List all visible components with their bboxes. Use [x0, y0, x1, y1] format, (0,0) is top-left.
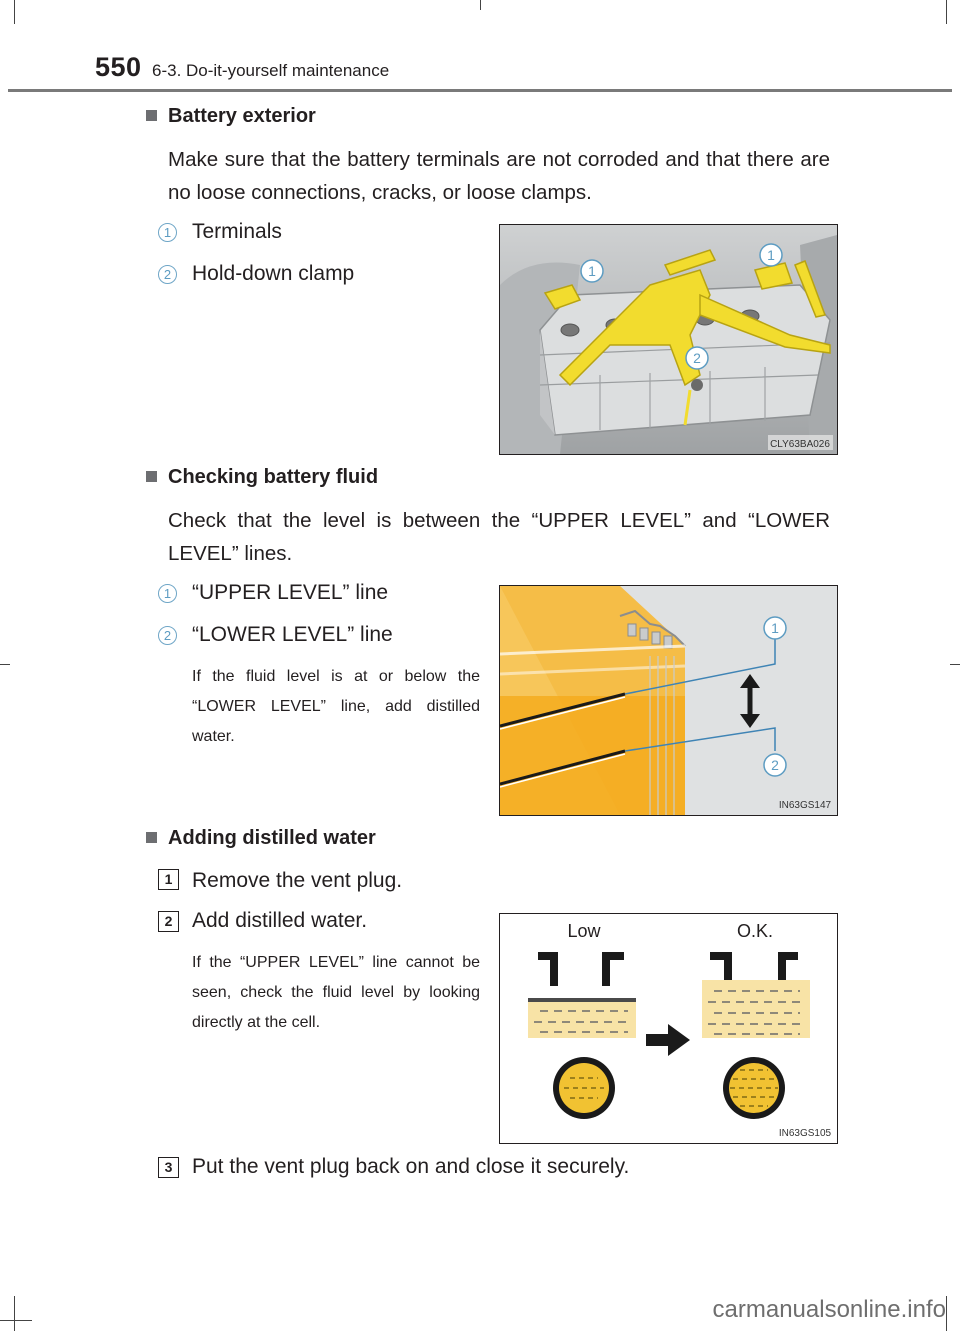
square-bullet-icon: [146, 471, 157, 482]
figure-callout-2: [764, 754, 786, 776]
vent-plug-illustration: [500, 914, 837, 1143]
crop-mark: [946, 1296, 947, 1331]
crop-mark: [946, 0, 947, 24]
fluid-level-illustration: [500, 586, 837, 815]
figure-callout-2: [686, 347, 708, 369]
battery-exterior-text: Make sure that the battery terminals are not corroded and that there are no loose connections, cracks, or loose clamps.: [168, 148, 830, 204]
battery-exterior-heading: [146, 105, 316, 128]
page-number: 550: [95, 52, 142, 82]
svg-text:1: 1: [767, 247, 775, 263]
fluid-level-figure: [499, 585, 838, 816]
svg-text:1: 1: [771, 620, 779, 636]
section-title: 6-3. Do-it-yourself maintenance: [152, 61, 390, 80]
figure-callout-1b: [760, 244, 782, 266]
item-lower-level-line: “LOWER LEVEL” line: [192, 623, 393, 646]
svg-text:2: 2: [693, 350, 701, 366]
figure-code: CLY63BA026: [770, 439, 830, 450]
battery-exterior-figure: [499, 224, 838, 455]
crop-mark: [0, 1320, 32, 1321]
figure-callout-1a: [581, 260, 603, 282]
figure-code: IN63GS105: [778, 1128, 832, 1139]
label-ok: O.K.: [736, 921, 774, 941]
square-bullet-icon: [146, 832, 157, 843]
heading-text: Adding distilled water: [168, 827, 376, 849]
callout-1-marker: 1: [158, 584, 177, 603]
battery-fluid-heading: [146, 466, 378, 489]
svg-text:2: 2: [771, 757, 779, 773]
step-3-badge: 3: [158, 1157, 179, 1178]
crop-mark: [480, 0, 481, 10]
distilled-water-note: If the “UPPER LEVEL” line cannot be seen, check the fluid level by looking directly at the cell.: [192, 954, 480, 1031]
square-bullet-icon: [146, 110, 157, 121]
figure-callout-1: [764, 617, 786, 639]
callout-2-marker: 2: [158, 626, 177, 645]
step-add-distilled-water: Add distilled water.: [192, 909, 368, 932]
header-rule: [8, 89, 952, 92]
battery-fluid-note: If the fluid level is at or below the “LOWER LEVEL” line, add distilled water.: [192, 668, 480, 745]
heading-text: Battery exterior: [168, 105, 316, 127]
battery-fluid-text: Check that the level is between the “UPPER LEVEL” and “LOWER LEVEL” lines.: [168, 509, 830, 565]
svg-text:1: 1: [588, 263, 596, 279]
step-2-badge: 2: [158, 911, 179, 932]
step-replace-vent-plug: Put the vent plug back on and close it securely.: [192, 1155, 630, 1178]
item-terminals: Terminals: [192, 220, 282, 243]
step-1-badge: 1: [158, 869, 179, 890]
heading-text: Checking battery fluid: [168, 466, 379, 488]
vent-plug-figure: [499, 913, 838, 1144]
crop-mark: [14, 0, 15, 24]
callout-2-marker: 2: [158, 265, 177, 284]
label-low: Low: [567, 921, 601, 941]
distilled-water-heading: [146, 827, 376, 850]
item-upper-level-line: “UPPER LEVEL” line: [192, 581, 389, 604]
callout-1-marker: 1: [158, 223, 177, 242]
watermark: carmanualsonline.info: [712, 1296, 946, 1323]
item-hold-down-clamp: Hold-down clamp: [192, 262, 355, 285]
figure-code: IN63GS147: [778, 800, 832, 811]
battery-illustration: [500, 225, 837, 454]
step-remove-vent-plug: Remove the vent plug.: [192, 869, 403, 892]
crop-mark: [0, 664, 10, 665]
crop-mark: [14, 1296, 15, 1331]
crop-mark: [950, 664, 960, 665]
